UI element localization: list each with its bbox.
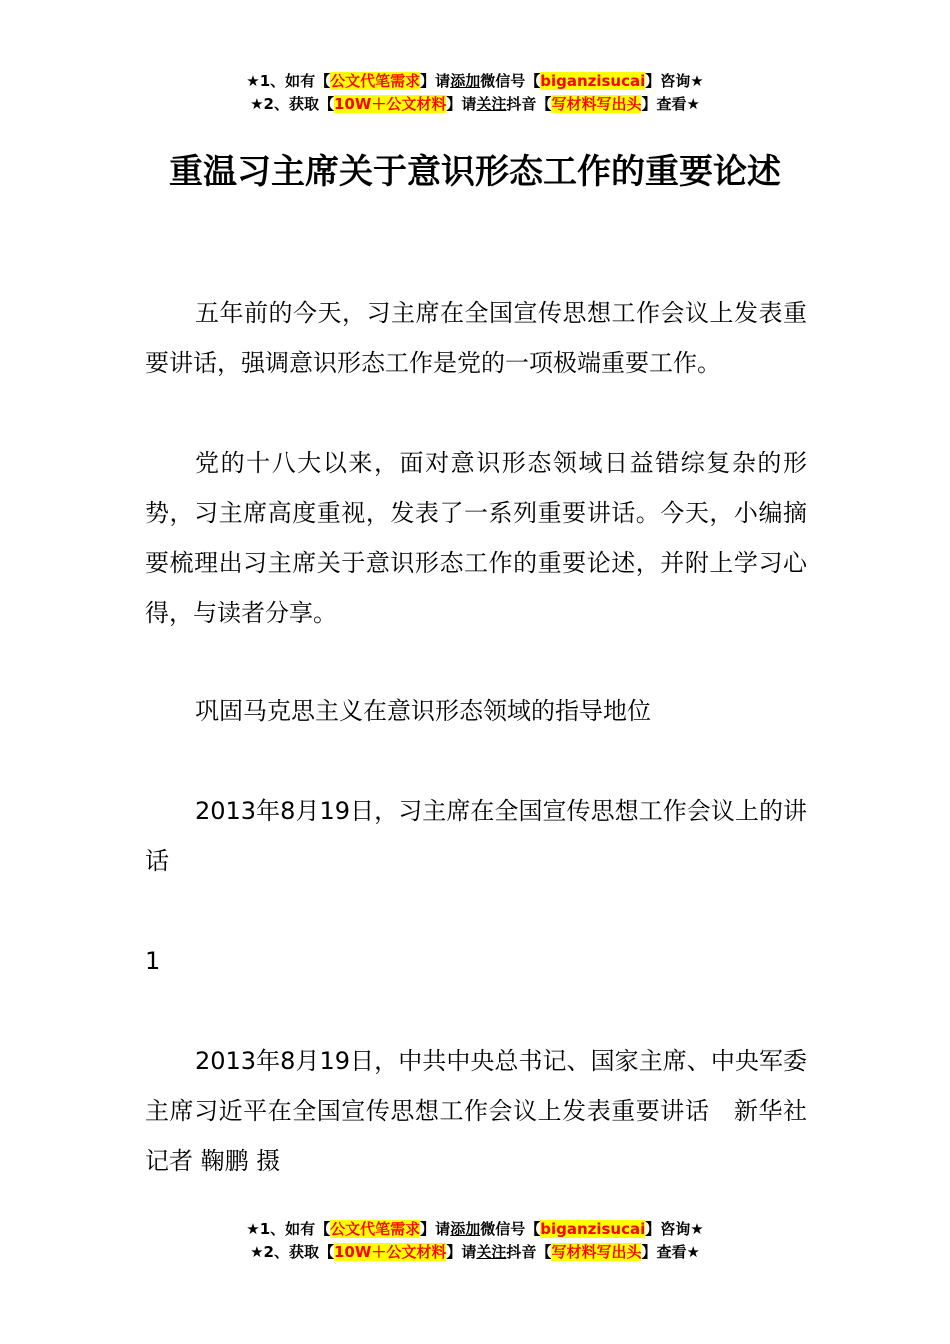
banner-text: 】咨询★	[645, 72, 704, 90]
banner-text: 微信号【	[480, 1220, 541, 1238]
banner-line-1	[0, 70, 950, 93]
banner-text: 】咨询★	[645, 1220, 704, 1238]
banner-text: ★1、如有【	[246, 1220, 331, 1238]
banner-text: ★2、获取【	[250, 95, 334, 113]
banner-text: 】请	[420, 72, 451, 90]
banner-text: 】请	[420, 1220, 451, 1238]
banner-text: ★2、获取【	[250, 1243, 334, 1261]
banner-highlight: 写材料写出头	[551, 95, 642, 113]
banner-text: 抖音【	[506, 95, 552, 113]
photo-caption: 2013年8月19日，中共中央总书记、国家主席、中央军委主席习近平在全国宣传思想工作会议上发表重要讲话 新华社记者 鞠鹏 摄	[145, 1047, 807, 1175]
banner-emphasis: 关注	[476, 1243, 507, 1261]
paragraph: 党的十八大以来，面对意识形态领域日益错综复杂的形势，习主席高度重视，发表了一系列重要讲话。今天，小编摘要梳理出习主席关于意识形态工作的重要论述，并附上学习心得，与读者分享。	[145, 449, 807, 627]
list-number: 1	[145, 947, 161, 975]
banner-line-2	[0, 93, 950, 116]
banner-text: ★1、如有【	[246, 72, 331, 90]
banner-line-1	[0, 1218, 950, 1241]
banner-text: 】请	[446, 95, 477, 113]
banner-emphasis: 添加	[450, 1220, 481, 1238]
banner-highlight: 写材料写出头	[551, 1243, 642, 1261]
banner-highlight: 10W＋公文材料	[333, 95, 447, 113]
paragraph: 五年前的今天，习主席在全国宣传思想工作会议上发表重要讲话，强调意识形态工作是党的一项极端重要工作。	[145, 299, 807, 377]
section-heading: 巩固马克思主义在意识形态领域的指导地位	[195, 697, 651, 725]
banner-highlight: 公文代笔需求	[330, 72, 421, 90]
banner-highlight: 10W＋公文材料	[333, 1243, 447, 1261]
banner-line-2	[0, 1241, 950, 1264]
banner-text: 微信号【	[480, 72, 541, 90]
banner-emphasis: 添加	[450, 72, 481, 90]
banner-text: 抖音【	[506, 1243, 552, 1261]
banner-highlight: biganzisucai	[540, 1220, 646, 1238]
banner-emphasis: 关注	[476, 95, 507, 113]
banner-text: 】请	[446, 1243, 477, 1261]
banner-highlight: 公文代笔需求	[330, 1220, 421, 1238]
document-title: 重温习主席关于意识形态工作的重要论述	[169, 152, 781, 192]
footer-banner	[0, 1218, 950, 1264]
banner-highlight: biganzisucai	[540, 72, 646, 90]
banner-text: 】查看★	[641, 1243, 700, 1261]
paragraph: 2013年8月19日，习主席在全国宣传思想工作会议上的讲话	[145, 797, 807, 875]
header-banner	[0, 70, 950, 116]
banner-text: 】查看★	[641, 95, 700, 113]
